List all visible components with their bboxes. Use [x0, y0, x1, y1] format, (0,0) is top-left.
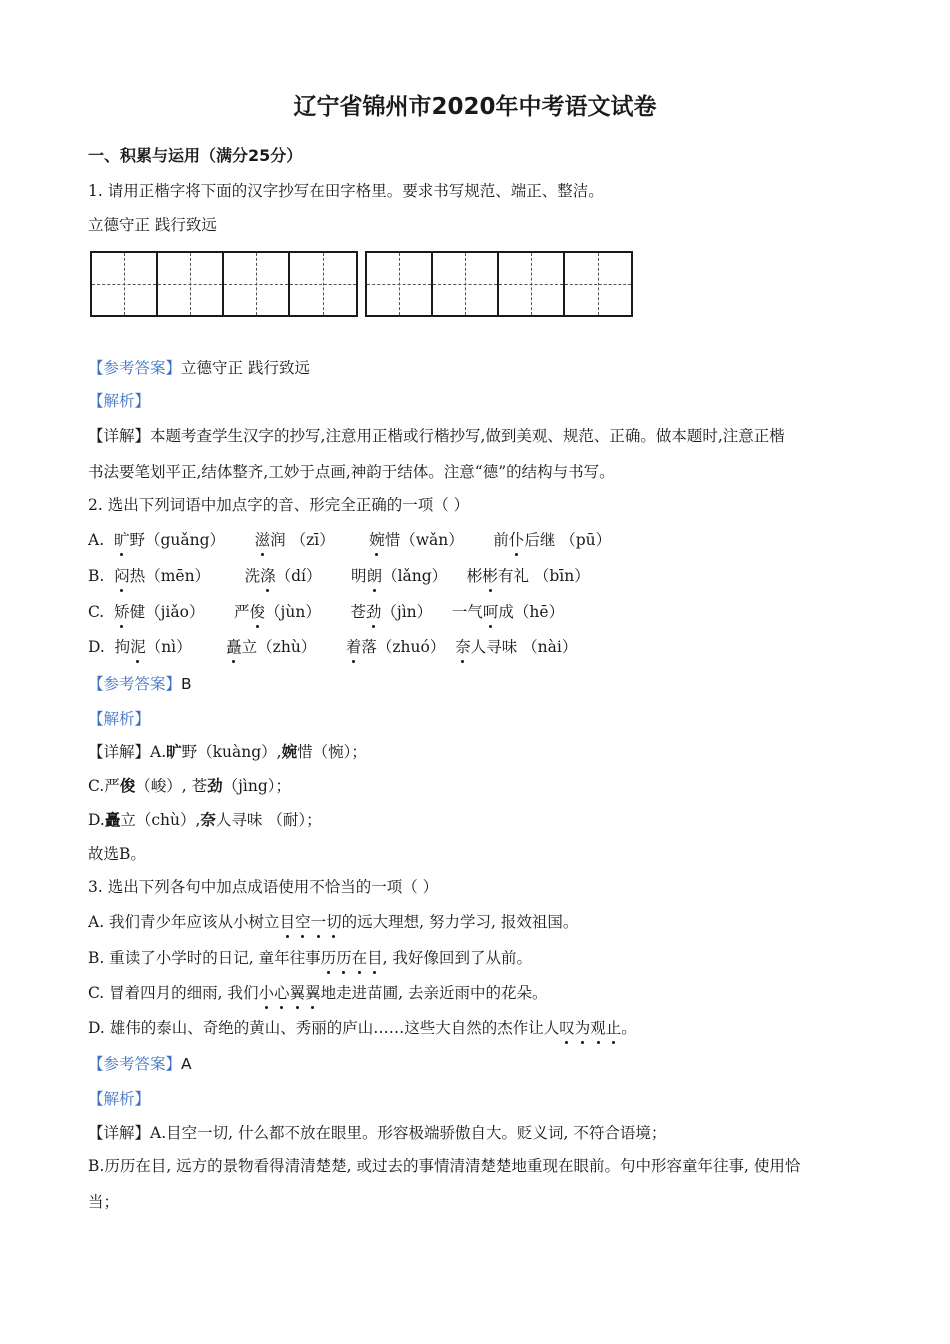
q3-analysis-label: 【解析】 [88, 1090, 151, 1108]
dotted-char: 旷 [113, 531, 130, 549]
q2-analysis-label: 【解析】 [88, 710, 151, 728]
detail-text: A. [150, 743, 167, 761]
option-text: （nì） [145, 638, 192, 656]
tianzige-grid-left[interactable] [90, 251, 358, 317]
dotted-char: 叹 [559, 1019, 575, 1037]
dotted-char: 闷 [114, 567, 130, 585]
dotted-char: 在 [351, 949, 368, 967]
tianzige-cell[interactable] [158, 253, 224, 315]
q1-detail-line-1 [88, 426, 785, 446]
answer-label: 【参考答案】 [88, 1055, 182, 1073]
option-text: 立（zhù） [241, 638, 317, 656]
dotted-char: 目 [367, 949, 383, 967]
option-text: 人寻味 （nài） [470, 638, 578, 656]
dotted-char: 泥 [130, 638, 146, 656]
dotted-char: 彬 [482, 567, 498, 585]
q1-analysis-label: 【解析】 [88, 392, 151, 410]
bold-char: 俊 [119, 776, 136, 795]
q2-option-d [88, 637, 577, 657]
option-text: 后继 （pū） [524, 531, 612, 549]
dotted-char: 空 [295, 913, 311, 931]
detail-text: A.目空一切, 什么都不放在眼里。形容极端骄傲自大。贬义词, 不符合语境； [150, 1124, 667, 1142]
q3-option-b [88, 948, 532, 968]
dotted-char: 切 [326, 913, 342, 931]
option-text: 野（guǎng） [129, 531, 226, 549]
dotted-idiom [321, 949, 383, 967]
detail-text: （峻）, 苍 [135, 777, 208, 795]
option-letter: B. [88, 567, 105, 585]
q2-conclusion: 故选B。 [88, 845, 146, 863]
option-text: （jìn） [381, 603, 433, 621]
tianzige-cell[interactable] [290, 253, 356, 315]
detail-label: 【详解】 [88, 743, 151, 761]
tianzige-grid-right[interactable] [365, 251, 633, 317]
option-text: C. 冒着四月的细雨, 我们 [88, 984, 259, 1002]
dotted-char: 朗 [366, 567, 383, 585]
dotted-char: 观 [590, 1019, 606, 1037]
answer-label: 【参考答案】 [88, 675, 182, 693]
dotted-char: 俊 [249, 603, 266, 621]
detail-text: （jìng）； [222, 777, 292, 795]
option-text: 惜（wǎn） [384, 531, 464, 549]
dotted-char: 劲 [365, 603, 382, 621]
option-letter: C. [88, 603, 105, 621]
dotted-char: 小 [258, 984, 275, 1002]
q3-detail-line-3: 当； [88, 1193, 120, 1211]
dotted-idiom [259, 984, 321, 1002]
dotted-idiom [559, 1019, 621, 1037]
section-heading: 一、积累与运用（满分25分） [88, 146, 303, 165]
option-text: 一气 [451, 603, 483, 621]
option-text: , 我好像回到了从前。 [382, 949, 533, 967]
option-text: 有礼 （bīn） [497, 567, 590, 585]
bold-char: 婉 [281, 742, 298, 761]
answer-text: 立德守正 践行致远 [181, 359, 310, 377]
tianzige-cell[interactable] [92, 253, 158, 315]
dotted-char: 目 [279, 913, 296, 931]
option-text: 苍 [350, 603, 366, 621]
option-text: 彬 [466, 567, 483, 585]
option-text: 的远大理想, 努力学习, 报效祖国。 [341, 913, 579, 931]
dotted-char: 涤 [260, 567, 276, 585]
q2-option-c [88, 602, 564, 622]
tianzige-cell[interactable] [224, 253, 290, 315]
dotted-char: 止 [605, 1019, 622, 1037]
q3-detail-line-2: B.历历在目, 远方的景物看得清清楚楚, 或过去的事情清清楚楚地重现在眼前。句中形容童年往事, 使用恰 [88, 1157, 801, 1175]
option-text: 严 [234, 603, 250, 621]
bold-char: 奈 [200, 810, 216, 829]
q2-stem: 2. 选出下列词语中加点字的音、形完全正确的一项（ ） [88, 496, 470, 514]
option-text: A. 我们青少年应该从小树立 [88, 913, 280, 931]
option-text: （dí） [275, 567, 322, 585]
q2-option-a [88, 530, 611, 550]
q2-answer [88, 674, 192, 694]
option-text: 健（jiǎo） [129, 603, 205, 621]
tianzige-cell[interactable] [499, 253, 565, 315]
answer-label: 【参考答案】 [88, 359, 182, 377]
tianzige-cell[interactable] [433, 253, 499, 315]
dotted-idiom [280, 913, 342, 931]
option-text: 热（mēn） [129, 567, 211, 585]
option-letter: D. [88, 638, 105, 656]
dotted-char: 心 [274, 984, 290, 1002]
dotted-char: 奈 [455, 638, 471, 656]
q2-detail-line-1 [88, 742, 367, 762]
q1-phrase: 立德守正 践行致远 [88, 216, 217, 234]
q3-option-c [88, 983, 547, 1003]
bold-char: 劲 [207, 776, 223, 795]
dotted-char: 一 [310, 913, 327, 931]
detail-text: 立（chù）, [120, 811, 201, 829]
option-text: （jùn） [265, 603, 321, 621]
option-letter: A. [88, 531, 105, 549]
q1-answer [88, 358, 310, 378]
tianzige-cell[interactable] [565, 253, 631, 315]
detail-label: 【详解】 [88, 1124, 151, 1142]
detail-label: 【详解】 [88, 427, 151, 445]
detail-text: 野（kuàng）, [181, 743, 282, 761]
q2-option-b [88, 566, 590, 586]
q3-stem: 3. 选出下列各句中加点成语使用不恰当的一项（ ） [88, 878, 439, 896]
dotted-char: 仆 [508, 531, 525, 549]
detail-text: 人寻味 （耐）； [215, 811, 322, 829]
q3-option-a [88, 912, 578, 932]
option-text: 落（zhuó） [361, 638, 446, 656]
dotted-char: 翼 [305, 984, 321, 1002]
q1-stem: 1. 请用正楷字将下面的汉字抄写在田字格里。要求书写规范、端正、整洁。 [88, 182, 604, 200]
dotted-char: 翼 [289, 984, 306, 1002]
q3-answer [88, 1054, 192, 1074]
option-text: B. 重读了小学时的日记, 童年往事 [88, 949, 321, 967]
dotted-char: 矫 [114, 603, 130, 621]
option-text: （lǎng） [382, 567, 448, 585]
option-text: 洗 [244, 567, 261, 585]
option-text: 。 [621, 1019, 637, 1037]
bold-char: 矗 [104, 810, 121, 829]
dotted-char: 滋 [254, 531, 271, 549]
dotted-char: 为 [574, 1019, 591, 1037]
dotted-char: 矗 [226, 638, 242, 656]
option-text: 拘 [114, 638, 131, 656]
option-text: 成（hē） [498, 603, 565, 621]
detail-text: C.严 [88, 777, 120, 795]
option-text: 前 [493, 531, 509, 549]
tianzige-cell[interactable] [367, 253, 433, 315]
dotted-char: 婉 [369, 531, 385, 549]
page-title: 辽宁省锦州市2020年中考语文试卷 [293, 94, 657, 120]
dotted-char: 着 [345, 638, 362, 656]
q3-detail-line-1 [88, 1123, 666, 1143]
answer-text: B [181, 675, 192, 693]
dotted-char: 呵 [482, 603, 499, 621]
option-text: 润 （zī） [270, 531, 335, 549]
q3-option-d [88, 1018, 637, 1038]
option-text: D. 雄伟的泰山、奇绝的黄山、秀丽的庐山……这些大自然的杰作让人 [88, 1019, 560, 1037]
bold-char: 旷 [166, 742, 182, 761]
answer-text: A [181, 1055, 192, 1073]
dotted-char: 历 [336, 949, 352, 967]
detail-text: D. [88, 811, 105, 829]
detail-text: 惜（惋）； [297, 743, 367, 761]
detail-text: 本题考查学生汉字的抄写,注意用正楷或行楷抄写,做到美观、规范、正确。做本题时,注意正楷 [150, 427, 785, 445]
dotted-char: 历 [320, 949, 337, 967]
q2-detail-line-3 [88, 810, 322, 830]
q1-detail-line-2: 书法要笔划平正,结体整齐,工妙于点画,神韵于结体。注意“德”的结构与书写。 [88, 463, 615, 481]
option-text: 地走进苗圃, 去亲近雨中的花朵。 [320, 984, 548, 1002]
q2-detail-line-2 [88, 776, 291, 796]
option-text: 明 [351, 567, 367, 585]
